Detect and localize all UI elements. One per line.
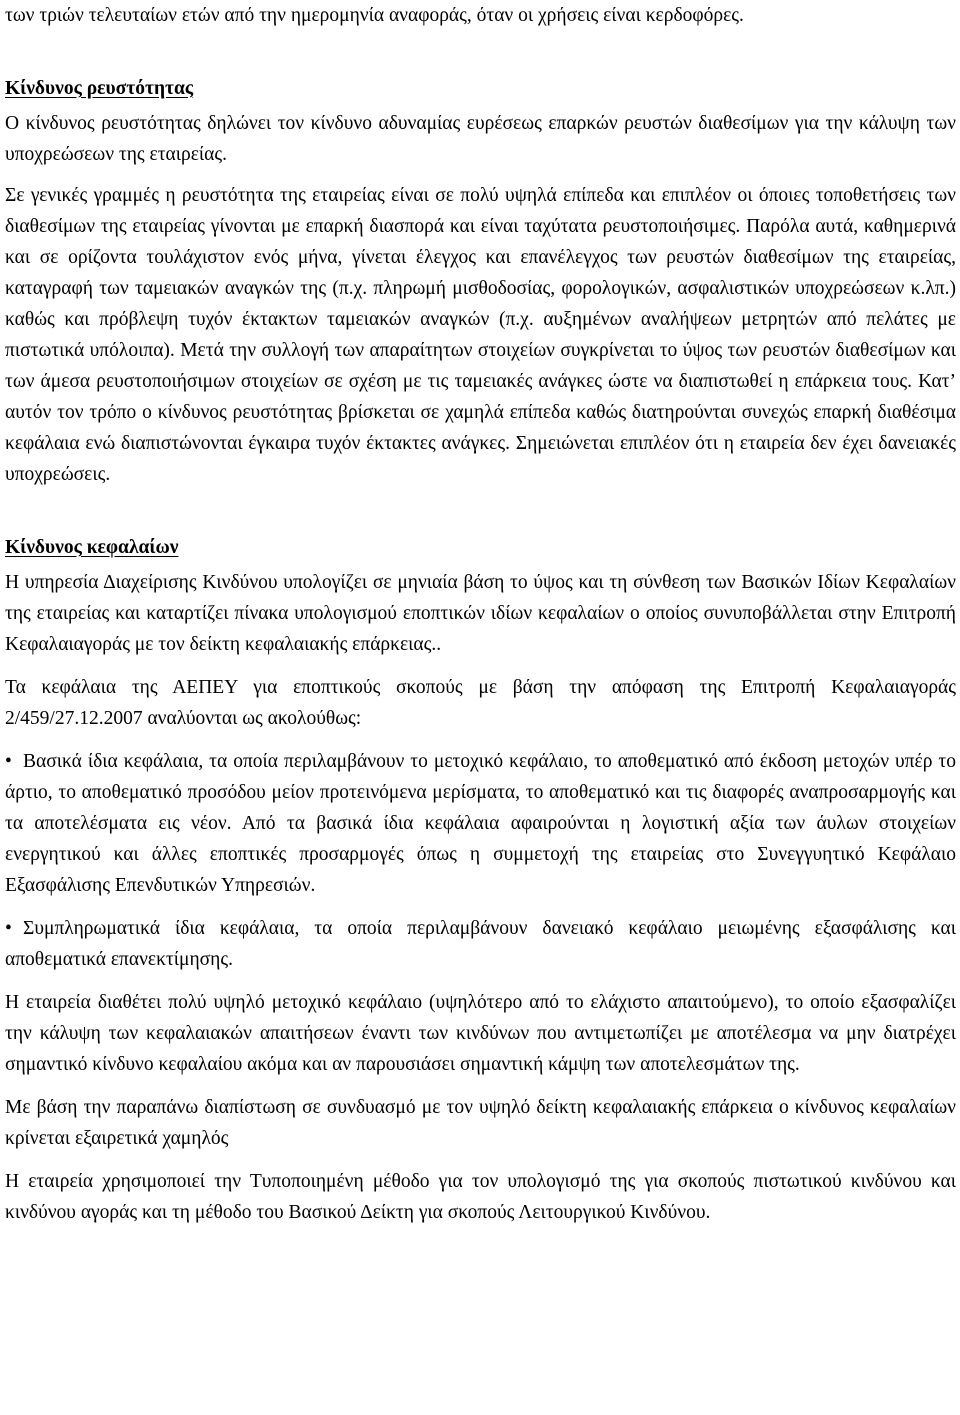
bullet-text-core-capital: Βασικά ίδια κεφάλαια, τα οποία περιλαμβάνουν το μετοχικό κεφάλαιο, το αποθεματικό από έκδοση μετοχών υπέρ το άρτιο, το αποθεματικό προσόδου μείον προτεινόμενα μερίσματα, το αποθεματικό και τις διαφορές αναπροσαρμογής και τα αποτελέσματα εις νέον. Από τα βασικά ίδια κεφάλαια αφαιρούνται η λογιστική αξία των άυλων στοιχείων ενεργητικού και άλλες εποπτικές προσαρμογές όπως η συμμετοχή της εταιρείας στο Συνεγγυητικό Κεφάλαιο Εξασφάλισης Επενδυτικών Υπηρεσιών. (5, 751, 956, 896)
capital-paragraph-3: Η εταιρεία διαθέτει πολύ υψηλό μετοχικό κεφάλαιο (υψηλότερο από το ελάχιστο απαιτούμενο), το οποίο εξασφαλίζει την κάλυψη των κεφαλαιακών απαιτήσεων έναντι των κινδύνων που αντιμετωπίζει με αποτέλεσμα να μην διατρέχει σημαντικό κίνδυνο κεφαλαίου ακόμα και αν παρουσιάσει σημαντική κάμψη των αποτελεσμάτων της. (5, 992, 956, 1075)
bullet-icon: • (5, 751, 12, 772)
liquidity-paragraph-1: Ο κίνδυνος ρευστότητας δηλώνει τον κίνδυνο αδυναμίας ευρέσεως επαρκών ρευστών διαθεσίμων για την κάλυψη των υποχρεώσεων της εταιρείας. (5, 113, 956, 165)
document-page (5, 0, 956, 1228)
capital-paragraph-5: Η εταιρεία χρησιμοποιεί την Τυποποιημένη μέθοδο για τον υπολογισμό της για σκοπούς πιστωτικού κινδύνου και κινδύνου αγοράς και τη μέθοδο του Βασικού Δείκτη για σκοπούς Λειτουργικού Κινδύνου. (5, 1171, 956, 1223)
bullet-text-supplementary-capital: Συμπληρωματικά ίδια κεφάλαια, τα οποία περιλαμβάνουν δανειακό κεφάλαιο μειωμένης εξασφάλισης και αποθεματικά επανεκτίμησης. (5, 918, 956, 970)
capital-paragraph-4: Με βάση την παραπάνω διαπίστωση σε συνδυασμό με τον υψηλό δείκτη κεφαλαιακής επάρκεια ο κίνδυνος κεφαλαίων κρίνεται εξαιρετικά χαμηλός (5, 1097, 956, 1149)
capital-risk-heading: Κίνδυνος κεφαλαίων (5, 537, 179, 558)
list-item (5, 913, 956, 975)
intro-line: των τριών τελευταίων ετών από την ημερομηνία αναφοράς, όταν οι χρήσεις είναι κερδοφόρες. (5, 5, 744, 26)
capital-paragraph-2: Τα κεφάλαια της ΑΕΠΕΥ για εποπτικούς σκοπούς με βάση την απόφαση της Επιτροπή Κεφαλαιαγοράς 2/459/27.12.2007 αναλύονται ως ακολούθως: (5, 677, 956, 729)
list-item (5, 746, 956, 901)
liquidity-risk-heading: Κίνδυνος ρευστότητας (5, 78, 194, 99)
liquidity-paragraph-2: Σε γενικές γραμμές η ρευστότητα της εταιρείας είναι σε πολύ υψηλά επίπεδα και επιπλέον οι όποιες τοποθετήσεις των διαθεσίμων της εταιρείας γίνονται με επαρκή διασπορά και είναι ταχύτατα ρευστοποιήσιμες. Παρόλα αυτά, καθημερινά και σε ορίζοντα τουλάχιστον ενός μήνα, γίνεται έλεγχος και επανέλεγχος των ρευστών διαθεσίμων της εταιρείας, καταγραφή των ταμειακών αναγκών της (π.χ. πληρωμή μισθοδοσίας, φορολογικών, ασφαλιστικών υποχρεώσεων κ.λπ.) καθώς και πρόβλεψη τυχόν έκτακτων ταμειακών αναγκών (π.χ. αυξημένων αναλήψεων μετρητών από πελάτες με πιστωτικά υπόλοιπα). Μετά την συλλογή των απαραίτητων στοιχείων συγκρίνεται το ύψος των ρευστών διαθεσίμων και των άμεσα ρευστοποιήσιμων στοιχείων σε σχέση με τις ταμειακές ανάγκες ώστε να διαπιστωθεί η επάρκεια τους. Κατ’ αυτόν τον τρόπο ο κίνδυνος ρευστότητας βρίσκεται σε χαμηλά επίπεδα καθώς διατηρούνται συνεχώς επαρκή διαθέσιμα κεφάλαια ενώ διαπιστώνονται έγκαιρα τυχόν έκτακτες ανάγκες. Σημειώνεται επιπλέον ότι η εταιρεία δεν έχει δανειακές υποχρεώσεις. (5, 185, 956, 485)
bullet-icon: • (5, 918, 12, 939)
capital-paragraph-1: Η υπηρεσία Διαχείρισης Κινδύνου υπολογίζει σε μηνιαία βάση το ύψος και τη σύνθεση των Βασικών Ιδίων Κεφαλαίων της εταιρείας και καταρτίζει πίνακα υπολογισμού εποπτικών ιδίων κεφαλαίων ο οποίος συνυποβάλλεται στην Επιτροπή Κεφαλαιαγοράς με τον δείκτη κεφαλαιακής επάρκειας.. (5, 572, 956, 655)
